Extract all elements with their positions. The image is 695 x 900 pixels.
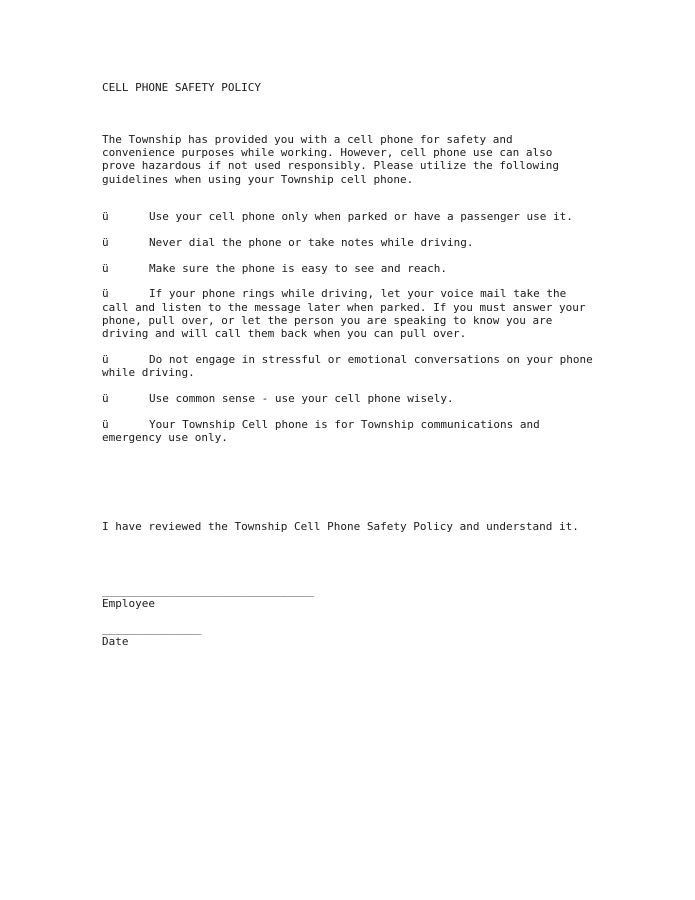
list-item-text: Make sure the phone is easy to see and reach. xyxy=(149,261,448,275)
checkmark-icon: ü xyxy=(102,352,109,366)
list-item xyxy=(102,418,597,444)
date-label: Date xyxy=(102,635,129,648)
date-signature-line: _______________ xyxy=(102,622,202,635)
checkmark-icon: ü xyxy=(102,287,109,301)
checkmark-icon: ü xyxy=(102,417,109,431)
list-item xyxy=(102,236,597,249)
document-title: CELL PHONE SAFETY POLICY xyxy=(102,81,261,94)
intro-paragraph: The Township has provided you with a cell phone for safety and convenience purposes while working. However, cell phone use can also prove hazardous if not used responsibly. Please utilize the following guidelines when using your Township cell phone. xyxy=(102,133,559,186)
list-item-text: Use common sense - use your cell phone wisely. xyxy=(149,391,454,405)
list-item-text: Never dial the phone or take notes while driving. xyxy=(149,235,474,249)
list-item xyxy=(102,287,597,340)
list-item xyxy=(102,210,597,223)
list-item-text: Do not engage in stressful or emotional conversations on your phone while driving. xyxy=(102,352,593,379)
list-item-text: Your Township Cell phone is for Township communications and emergency use only. xyxy=(102,417,540,444)
list-item-text: If your phone rings while driving, let your voice mail take the call and listen to the message later when parked. If you must answer your phone, pull over, or let the person you are speaking to know you are driving and will call them back when you can pull over. xyxy=(102,287,586,340)
employee-signature-line: ________________________________ xyxy=(102,584,314,597)
checkmark-icon: ü xyxy=(102,210,109,223)
checkmark-icon: ü xyxy=(102,261,109,275)
list-item xyxy=(102,353,597,379)
list-item xyxy=(102,262,597,275)
list-item-text: Use your cell phone only when parked or have a passenger use it. xyxy=(149,210,573,223)
checkmark-icon: ü xyxy=(102,235,109,249)
guidelines-list xyxy=(102,210,597,457)
employee-label: Employee xyxy=(102,597,155,610)
acknowledgement-statement: I have reviewed the Township Cell Phone Safety Policy and understand it. xyxy=(102,520,579,533)
checkmark-icon: ü xyxy=(102,391,109,405)
list-item xyxy=(102,392,597,405)
